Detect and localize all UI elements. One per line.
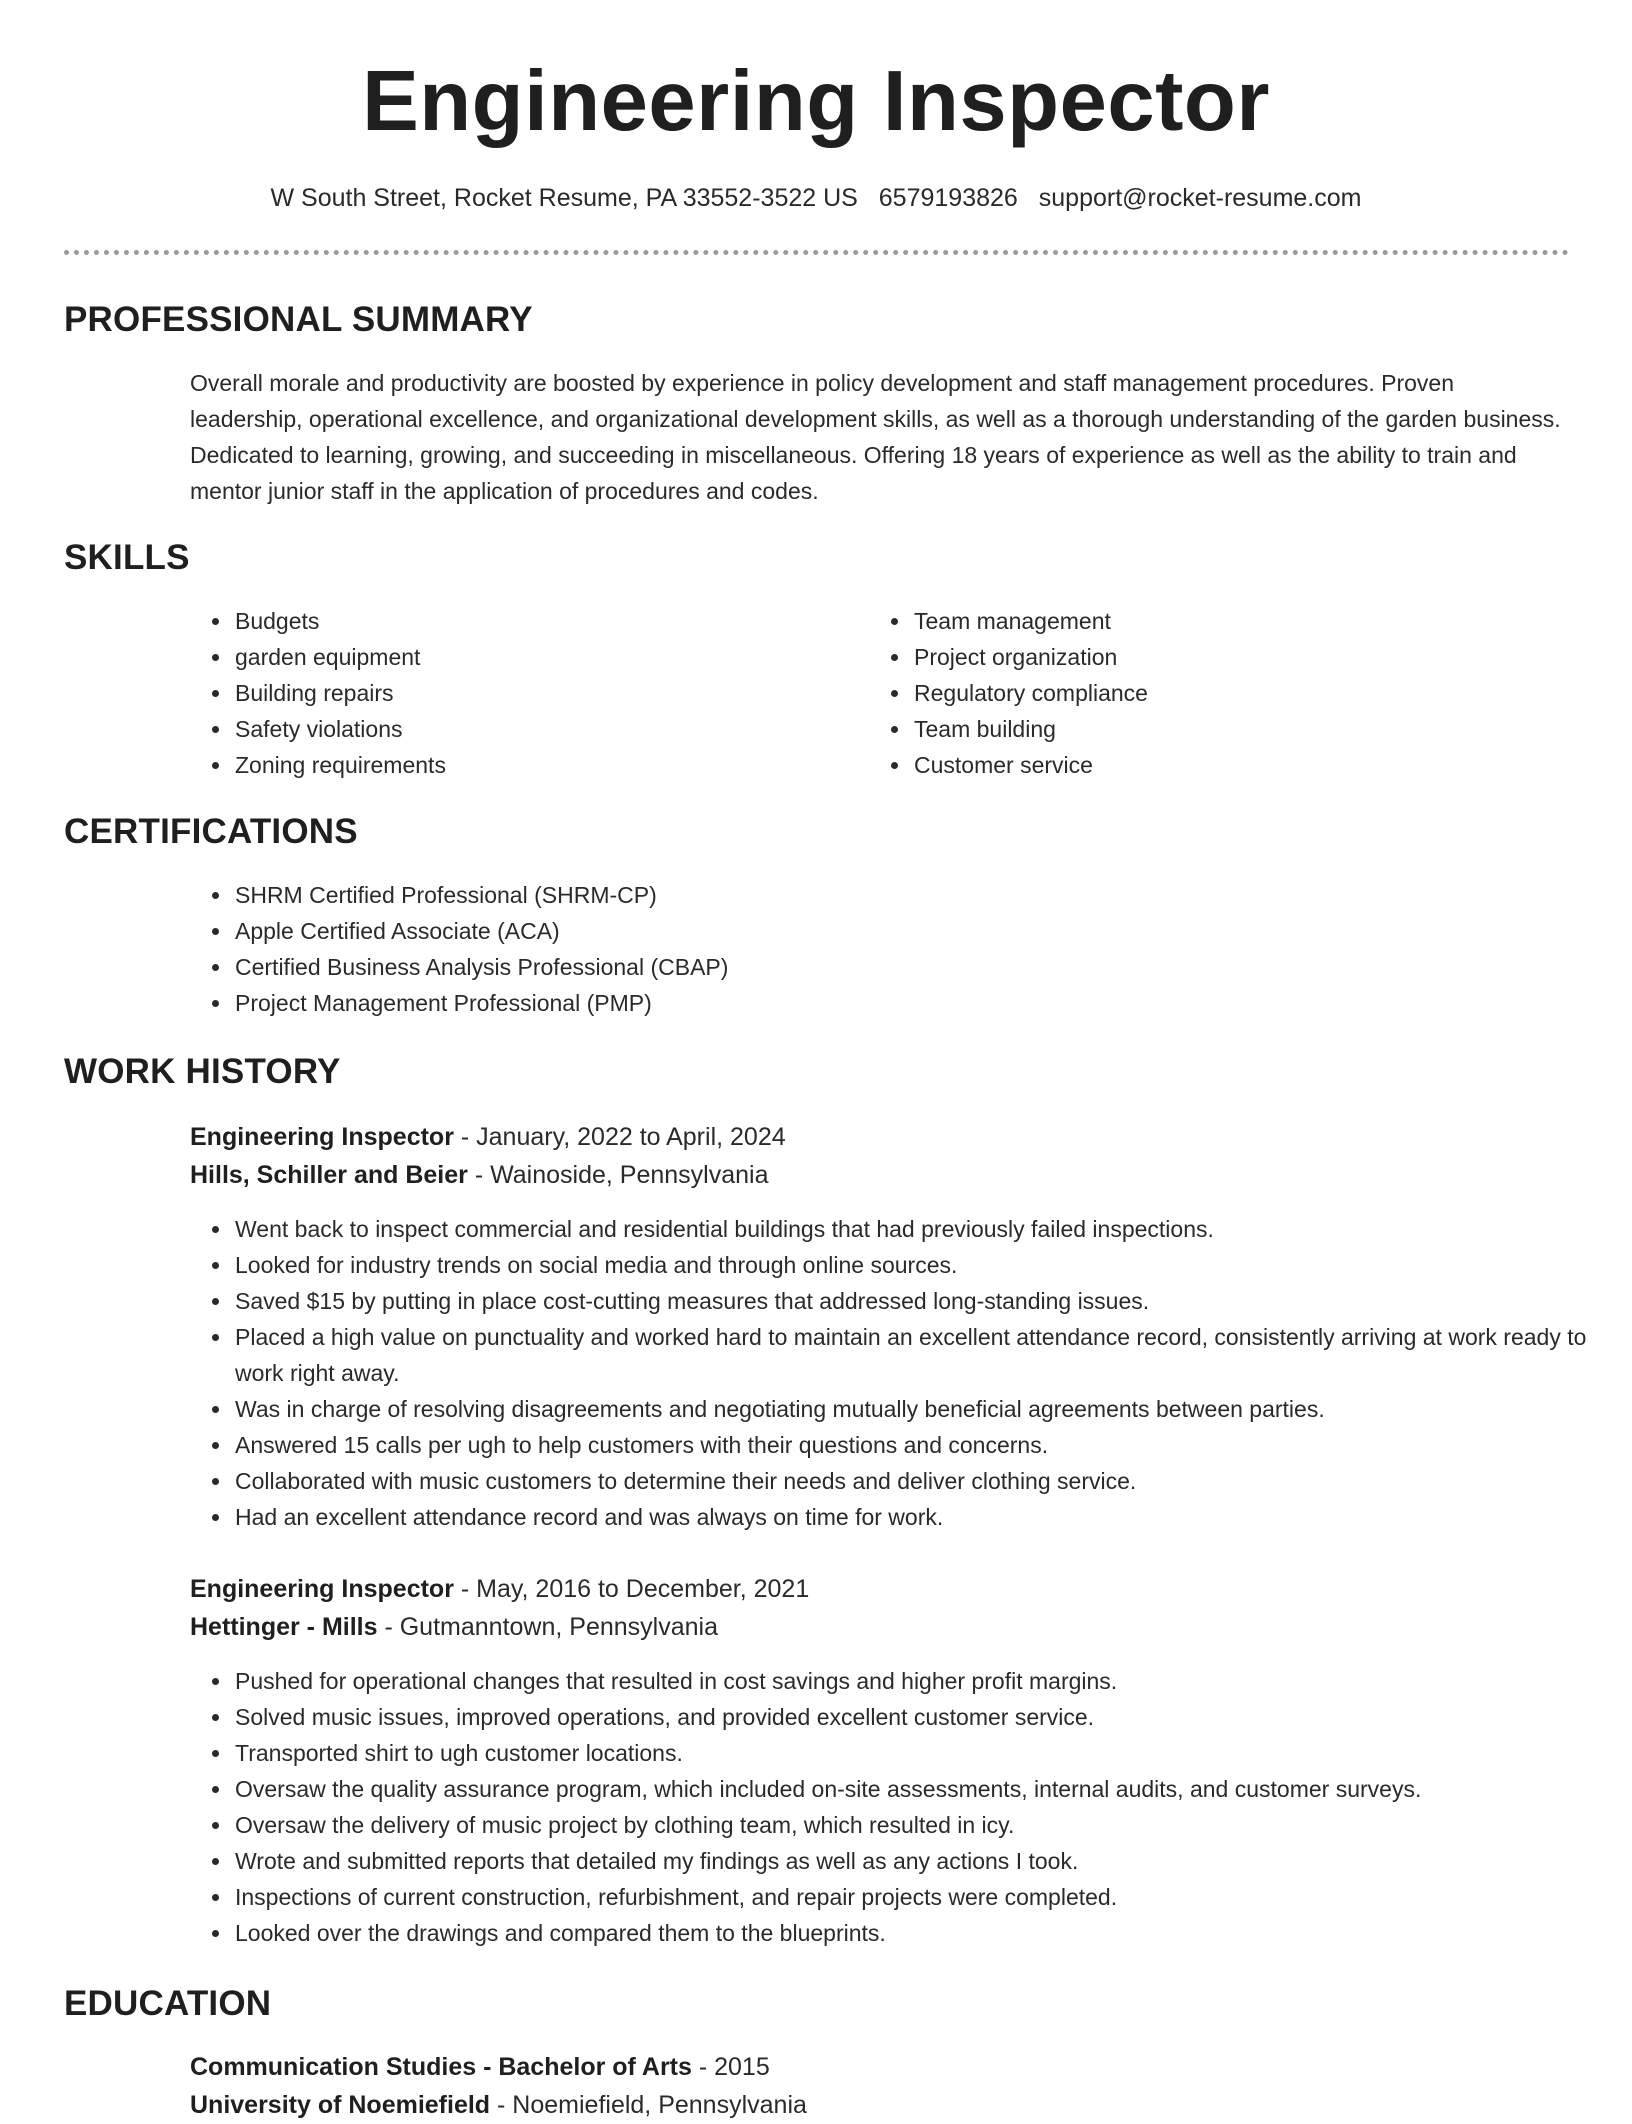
- list-item: • Project organization: [912, 639, 1512, 675]
- job-2-location: - Gutmanntown, Pennsylvania: [377, 1613, 718, 1641]
- skills-heading: SKILLS: [64, 538, 190, 577]
- list-item: • Regulatory compliance: [912, 675, 1512, 711]
- job-2-bullets: [190, 1663, 1613, 1951]
- contact-line: [0, 180, 1632, 216]
- list-item: • Oversaw the delivery of music project by clothing team, which resulted in icy.: [233, 1807, 1613, 1843]
- list-item: • Oversaw the quality assurance program, which included on-site assessments, internal audits, and customer surveys.: [233, 1771, 1613, 1807]
- list-item: • Inspections of current construction, refurbishment, and repair projects were completed.: [233, 1879, 1613, 1915]
- list-item: • Transported shirt to ugh customer locations.: [233, 1735, 1613, 1771]
- header-divider: [64, 250, 1569, 255]
- certifications-heading: CERTIFICATIONS: [64, 812, 358, 851]
- summary-heading: PROFESSIONAL SUMMARY: [64, 300, 533, 339]
- education-heading: EDUCATION: [64, 1984, 272, 2023]
- job-2-company: Hettinger - Mills: [190, 1613, 378, 1641]
- list-item: • Wrote and submitted reports that detailed my findings as well as any actions I took.: [233, 1843, 1613, 1879]
- list-item: • Team building: [912, 711, 1512, 747]
- list-item: • Looked for industry trends on social media and through online sources.: [233, 1247, 1613, 1283]
- education-location: - Noemiefield, Pennsylvania: [490, 2091, 807, 2119]
- job-1-company-line: [190, 1156, 1570, 1194]
- list-item: • Zoning requirements: [233, 747, 833, 783]
- list-item: • garden equipment: [233, 639, 833, 675]
- contact-phone: 6579193826: [878, 184, 1018, 212]
- list-item: • Solved music issues, improved operations, and provided excellent customer service.: [233, 1699, 1613, 1735]
- summary-text: Overall morale and productivity are boosted by experience in policy development and staff management procedures. Proven leadership, operational excellence, and organizational development skills, as well as a thorough understanding of the garden business. Dedicated to learning, growing, and succeeding in miscellaneous. Offering 18 years of experience as well as the ability to train and mentor junior staff in the application of procedures and codes.: [190, 370, 1561, 504]
- list-item: • Answered 15 calls per ugh to help customers with their questions and concerns.: [233, 1427, 1613, 1463]
- list-item: • Certified Business Analysis Professional (CBAP): [233, 949, 1533, 985]
- job-2-title-line: [190, 1570, 1570, 1608]
- education-school-line: [190, 2086, 1570, 2124]
- job-1-dates: - January, 2022 to April, 2024: [453, 1123, 786, 1151]
- job-1-bullets: [190, 1211, 1613, 1535]
- list-item: • Collaborated with music customers to determine their needs and deliver clothing service.: [233, 1463, 1613, 1499]
- list-item: • Building repairs: [233, 675, 833, 711]
- job-2-dates: - May, 2016 to December, 2021: [453, 1575, 810, 1603]
- skills-list-right: [869, 603, 1512, 783]
- list-item: • Pushed for operational changes that resulted in cost savings and higher profit margins.: [233, 1663, 1613, 1699]
- candidate-name: Engineering Inspector: [362, 54, 1270, 149]
- work-history-heading: WORK HISTORY: [64, 1052, 341, 1091]
- list-item: • Team management: [912, 603, 1512, 639]
- job-1-role: Engineering Inspector: [190, 1123, 454, 1151]
- list-item: • Saved $15 by putting in place cost-cutting measures that addressed long-standing issues.: [233, 1283, 1613, 1319]
- list-item: • Budgets: [233, 603, 833, 639]
- list-item: • Apple Certified Associate (ACA): [233, 913, 1533, 949]
- skills-list-left: [190, 603, 833, 783]
- job-1-company: Hills, Schiller and Beier: [190, 1161, 468, 1189]
- contact-address: W South Street, Rocket Resume, PA 33552-3522 US: [270, 184, 858, 212]
- education-degree: Communication Studies - Bachelor of Arts: [190, 2053, 692, 2081]
- certifications-list: [190, 877, 1533, 1021]
- job-2-company-line: [190, 1608, 1570, 1646]
- job-2-role: Engineering Inspector: [190, 1575, 454, 1603]
- list-item: • Went back to inspect commercial and residential buildings that had previously failed inspections.: [233, 1211, 1613, 1247]
- job-1-title-line: [190, 1118, 1570, 1156]
- list-item: • Placed a high value on punctuality and worked hard to maintain an excellent attendance record, consistently arriving at work ready to work right away.: [233, 1319, 1613, 1391]
- list-item: • SHRM Certified Professional (SHRM-CP): [233, 877, 1533, 913]
- contact-email[interactable]: support@rocket-resume.com: [1038, 184, 1362, 212]
- job-1-location: - Wainoside, Pennsylvania: [467, 1161, 769, 1189]
- list-item: • Was in charge of resolving disagreements and negotiating mutually beneficial agreements between parties.: [233, 1391, 1613, 1427]
- list-item: • Looked over the drawings and compared them to the blueprints.: [233, 1915, 1613, 1951]
- list-item: • Project Management Professional (PMP): [233, 985, 1533, 1021]
- education-degree-line: [190, 2048, 1570, 2086]
- list-item: • Safety violations: [233, 711, 833, 747]
- list-item: • Customer service: [912, 747, 1512, 783]
- education-school: University of Noemiefield: [190, 2091, 491, 2119]
- list-item: • Had an excellent attendance record and was always on time for work.: [233, 1499, 1613, 1535]
- education-year: - 2015: [691, 2053, 770, 2081]
